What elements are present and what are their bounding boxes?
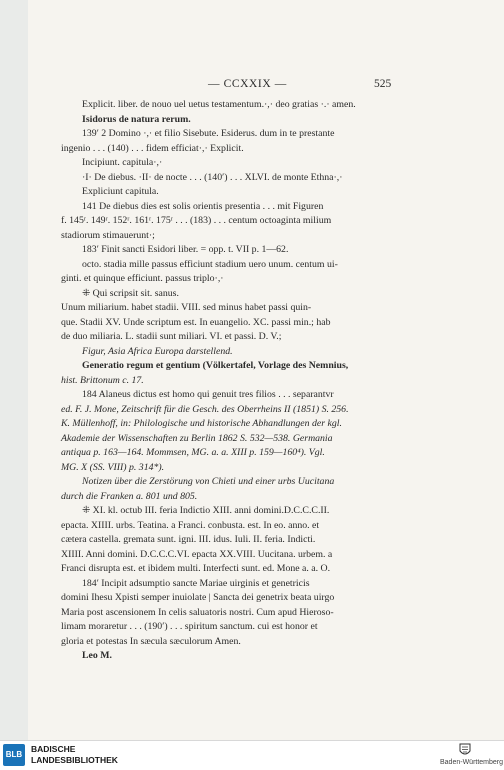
- coat-of-arms-icon: [457, 743, 473, 758]
- library-name: BADISCHE LANDESBIBLIOTHEK: [31, 744, 118, 765]
- text-line: 184 Alaneus dictus est homo qui genuit tres filios . . . separantvr: [82, 389, 334, 400]
- text-line: de duo miliaria. L. stadii sunt miliari. VI. et passi. D. V.;: [61, 331, 282, 342]
- library-logo[interactable]: BLB: [3, 744, 25, 766]
- text-line: octo. stadia mille passus efficiunt stadium uero unum. centum ui-: [82, 258, 338, 270]
- text-line: gloria et potestas In sæcula sæculorum Amen.: [61, 635, 241, 647]
- text-line: Generatio regum et gentium (Völkertafel, Vorlage des Nemnius,: [82, 360, 349, 371]
- page-edge: [0, 0, 28, 740]
- text-line: Incipiunt. capitula·,·: [82, 157, 163, 168]
- text-line: stadiorum stimauerunt·;: [61, 229, 155, 241]
- text-line: 139′ 2 Domino ·,· et filio Sisebute. Esiderus. dum in te prestante: [82, 128, 335, 139]
- text-line: Franci disrupta est. et ibidem multi. Interfecti sunt. ed. Mone a. a. O.: [61, 563, 331, 574]
- text-line: MG. X (SS. VIII) p. 314*).: [61, 461, 165, 473]
- text-line: domini Ihesu Xpisti semper inuiolate | Sancta dei genetrix beata uirgo: [61, 592, 335, 603]
- text-line: ginti. et quinque efficiunt. passus triplo·,·: [61, 273, 224, 284]
- text-line: cætera castella. gremata sunt. igni. III. idus. Iuli. II. feria. Indicti.: [61, 534, 316, 545]
- text-line: f. 145ʳ. 149ʳ. 152ʳ. 161ʳ. 175ʳ . . . (183) . . . centum octoaginta milium: [61, 215, 332, 226]
- text-line: epacta. XIIII. urbs. Teatina. a Franci. conbusta. est. In eo. anno. et: [61, 519, 320, 531]
- region-label: Baden-Württemberg: [440, 759, 504, 766]
- page-header: [0, 78, 504, 94]
- running-head: — CCXXIX —: [208, 78, 287, 90]
- text-line: ⁜ Qui scripsit sit. sanus.: [82, 287, 179, 299]
- text-line: Leo M.: [82, 650, 112, 661]
- text-line: 183′ Finit sancti Esidori liber. = opp. t. VII p. 1—62.: [82, 244, 289, 255]
- text-line: que. Stadii XV. Unde scriptum est. In euangelio. XC. passi min.; hab: [61, 316, 331, 328]
- text-line: Maria post ascensionem In celis saluatoris nostri. Cum apud Hieroso-: [61, 606, 334, 618]
- text-line: K. Müllenhoff, in: Philologische und historische Abhandlungen der kgl.: [61, 418, 342, 429]
- text-line: Akademie der Wissenschaften zu Berlin 1862 S. 532—538. Germania: [61, 432, 333, 444]
- text-line: Expliciunt capitula.: [82, 186, 159, 197]
- text-line: ed. F. J. Mone, Zeitschrift für die Gesch. des Oberrheins II (1851) S. 256.: [61, 403, 349, 415]
- text-line: limam moraretur . . . (190′) . . . spiritum sanctum. cui est honor et: [61, 621, 318, 632]
- text-line: Notizen über die Zerstörung von Chieti und einer urbs Uucitana: [82, 476, 335, 487]
- text-line: Figur, Asia Africa Europa darstellend.: [82, 345, 233, 357]
- text-line: XIIII. Anni domini. D.C.C.C.VI. epacta XX.VIII. Uucitana. urbem. a: [61, 548, 333, 560]
- text-line: durch die Franken a. 801 und 805.: [61, 490, 198, 502]
- text-line: 184′ Incipit adsumptio sancte Mariae uirginis et genetricis: [82, 577, 310, 589]
- text-line: ·I· De diebus. ·II· de nocte . . . (140′) . . . XLVI. de monte Ethna·,·: [82, 171, 343, 183]
- text-line: 141 De diebus dies est solis orientis presentia . . . mit Figuren: [82, 200, 324, 212]
- text-line: antiqua p. 163—164. Mommsen, MG. a. a. XIII p. 159—160⁴). Vgl.: [61, 447, 325, 458]
- library-footer: [0, 740, 504, 770]
- text-line: Unum miliarium. habet stadii. VIII. sed minus habet passi quin-: [61, 302, 312, 313]
- text-line: ingenio . . . (140) . . . fidem efficiat·,· Explicit.: [61, 142, 244, 154]
- text-line: Isidorus de natura rerum.: [82, 113, 191, 125]
- text-line: ⁜ XI. kl. octub III. feria Indictio XIII. anni domini.D.C.C.C.II.: [82, 505, 330, 516]
- text-line: Explicit. liber. de nouo uel uetus testamentum.·,· deo gratias ·.· amen.: [82, 99, 356, 110]
- page-number: 525: [374, 78, 392, 90]
- page-body: [61, 98, 391, 664]
- text-line: hist. Brittonum c. 17.: [61, 374, 144, 386]
